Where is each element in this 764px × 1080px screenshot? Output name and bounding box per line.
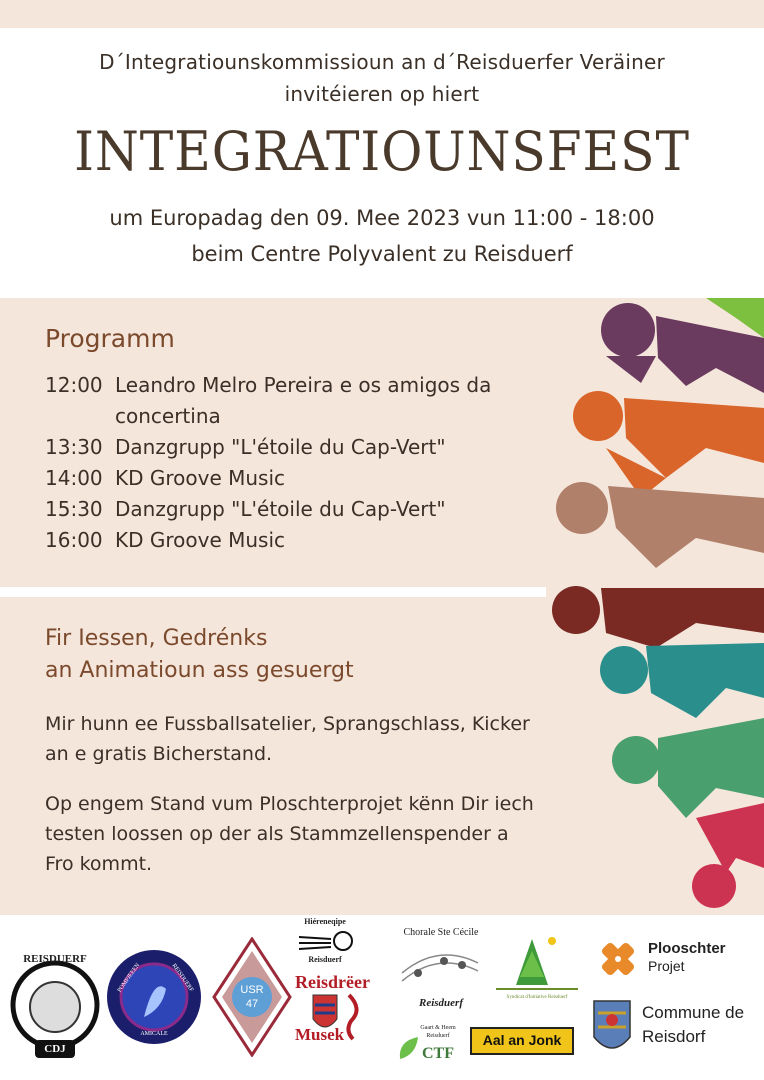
top-color-strip — [0, 0, 764, 28]
chorale-sub: Reisduerf — [419, 997, 463, 1009]
header — [0, 28, 764, 298]
reisduerf-football-text: Reisduerf — [308, 955, 342, 964]
tree-sun-icon — [492, 933, 582, 993]
music-notes-icon — [398, 943, 482, 993]
donor-paragraph: Op engem Stand vum Ploschterprojet kënn Dir iech testen loossen op der als Stammzellenspender a Fro kommt. — [45, 793, 534, 875]
music-society-logo — [295, 917, 395, 1077]
program-time: 15:30 — [45, 497, 103, 521]
gaart-heem-logo — [396, 1025, 462, 1075]
figure-darkred — [552, 586, 764, 648]
ploschter-line-1: Plooschter — [648, 940, 726, 957]
program-act: KD Groove Music — [115, 528, 286, 552]
food-title-line-1: Fir Iessen, Gedrénks — [45, 626, 268, 651]
program-act: Danzgrupp "L'étoile du Cap-Vert" — [115, 435, 446, 459]
figure-orange — [573, 391, 764, 498]
program-time: 16:00 — [45, 528, 103, 552]
gaart-line-1: Gaart & Heem — [420, 1025, 456, 1031]
program-item — [45, 370, 545, 432]
plaster-cross-icon — [596, 937, 640, 981]
program-time: 13:30 — [45, 435, 103, 459]
intro-line-2: invitéieren op hiert — [284, 82, 480, 106]
figure-teal — [600, 643, 764, 718]
figure-pink — [692, 803, 764, 908]
football-icon — [295, 929, 355, 953]
reisdreier-text: Reisdrëer — [295, 972, 370, 992]
gaart-line-2: Reisduerf — [426, 1033, 450, 1039]
program-act: KD Groove Music — [115, 466, 286, 490]
syndicat-logo — [492, 933, 582, 1013]
figure-green — [612, 718, 764, 818]
aal-an-jonk-logo — [470, 1027, 574, 1055]
program-list — [45, 370, 545, 556]
commune-line-2: Reisdorf — [642, 1027, 706, 1046]
program-act: Danzgrupp "L'étoile du Cap-Vert" — [115, 497, 446, 521]
activities-paragraph: Mir hunn ee Fussballsatelier, Sprangschlass, Kicker an e gratis Bicherstand. — [45, 713, 530, 765]
pompjeeen-logo — [104, 947, 204, 1047]
program-title: Programm — [45, 324, 175, 353]
aal-an-jonk-text: Aal an Jonk — [482, 1032, 562, 1048]
program-act: Leandro Melro Pereira e os amigos da concertina — [115, 373, 492, 428]
syndicat-text: Syndicat d'Initiative Reisduerf — [506, 995, 568, 1000]
commune-coat-of-arms-icon — [592, 999, 632, 1059]
program-item — [45, 463, 545, 494]
food-title-line-2: an Animatioun ass gesuergt — [45, 658, 354, 683]
people-chain-illustration — [546, 298, 764, 915]
program-panel — [0, 298, 546, 587]
ploschter-line-2: Projet — [648, 958, 685, 974]
date-line: um Europadag den 09. Mee 2023 vun 11:00 - 18:00 — [109, 206, 655, 230]
reisduerf-cdj-logo — [10, 945, 100, 1065]
usr47-logo — [212, 937, 292, 1057]
ploschter-projet-logo — [596, 937, 756, 987]
food-title — [45, 623, 354, 687]
program-item — [45, 494, 545, 525]
food-panel — [0, 597, 546, 915]
musek-text: Musek — [295, 1025, 345, 1044]
intro-line-1: D´Integratiounskommissioun an d´Reisduerfer Veräiner — [99, 50, 665, 74]
commune-reisdorf-logo — [592, 999, 762, 1069]
sponsor-logos — [0, 915, 764, 1080]
people-figures-svg — [546, 298, 764, 915]
event-title: INTEGRATIOUNSFEST — [74, 120, 690, 183]
figure-tan — [556, 482, 764, 568]
cdj-top-text: REISDUERF — [23, 953, 87, 965]
hierenequipe-text: Hiéreneqipe — [304, 917, 346, 926]
pompjeeen-right-text: REISDUERF — [170, 962, 195, 994]
ctf-text: CTF — [422, 1045, 454, 1062]
program-time: 14:00 — [45, 466, 103, 490]
place-line: beim Centre Polyvalent zu Reisduerf — [191, 242, 573, 266]
usr-text: USR — [240, 984, 264, 996]
chorale-name: Chorale Ste Cécile — [403, 927, 479, 938]
chorale-logo — [396, 927, 486, 1027]
program-time: 12:00 — [45, 373, 103, 397]
commune-line-1: Commune de — [642, 1003, 745, 1022]
pompjeeen-bottom-text: AMICALE — [140, 1031, 168, 1037]
program-item — [45, 525, 545, 556]
usr-number: 47 — [245, 998, 259, 1010]
panel-divider — [0, 587, 546, 597]
usr-diamond-icon — [212, 937, 292, 1057]
program-item — [45, 432, 545, 463]
pompjeeen-left-text: POMPJEEEN — [116, 962, 142, 994]
cdj-bottom-text: CDJ — [44, 1043, 66, 1055]
